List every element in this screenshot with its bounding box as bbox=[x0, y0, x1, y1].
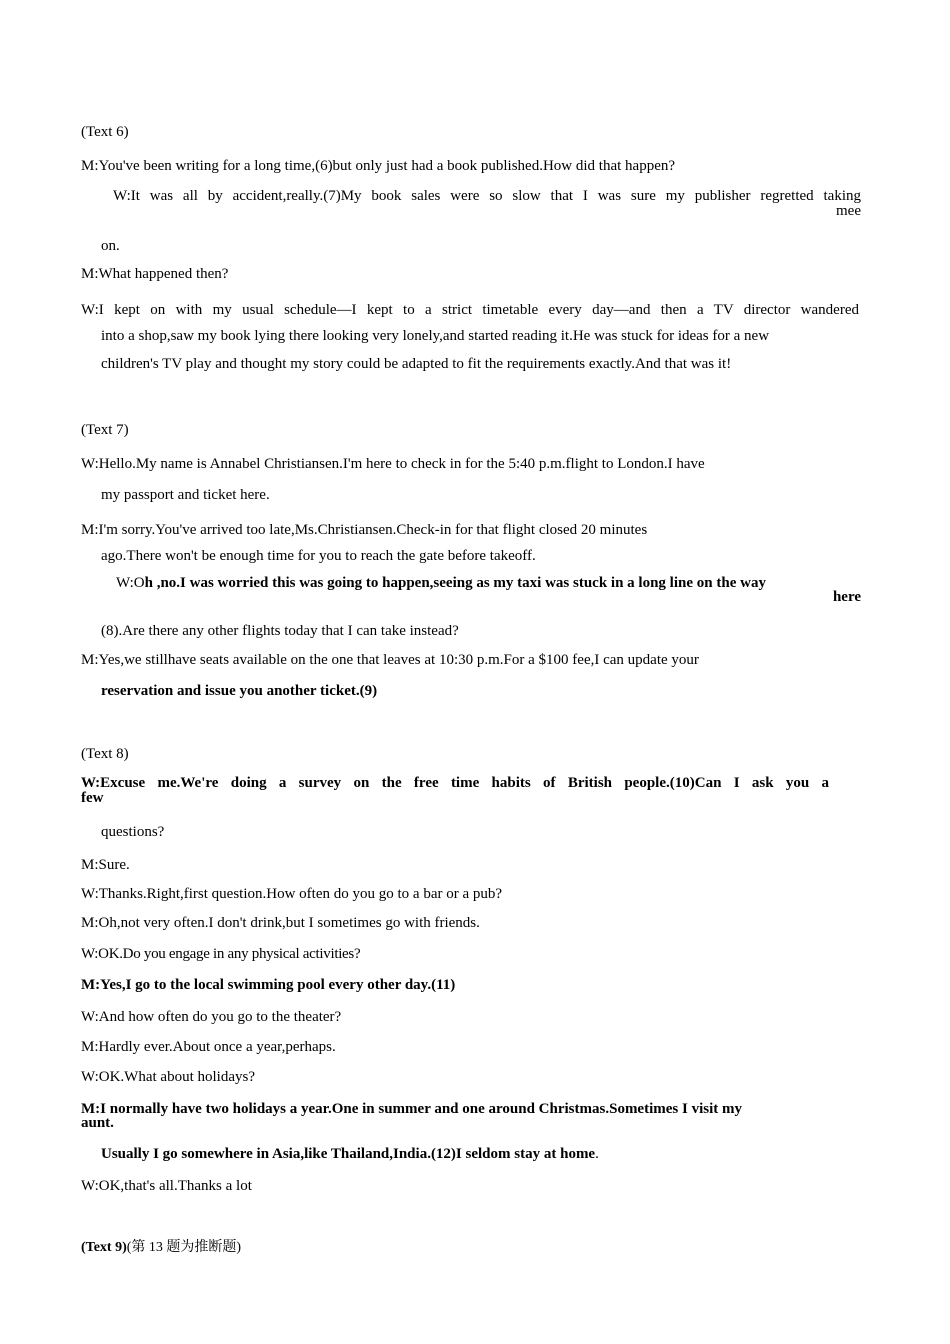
text7-line-8: reservation and issue you another ticket.(9) bbox=[101, 683, 378, 699]
text8-line-10: W:OK.What about holidays? bbox=[81, 1069, 255, 1085]
text7-line-4: ago.There won't be enough time for you to reach the gate before takeoff. bbox=[101, 548, 536, 564]
text7-line-5-bold: h ,no.I was worried this was going to happen,seeing as my taxi was stuck in a long line on the way bbox=[144, 575, 766, 591]
text8-heading: (Text 8) bbox=[81, 746, 129, 762]
text7-line-5 bbox=[116, 575, 861, 592]
text9-heading-line bbox=[81, 1239, 241, 1256]
text6-line-3: on. bbox=[101, 238, 120, 254]
text8-line-2: questions? bbox=[101, 824, 165, 840]
text8-line-6: W:OK.Do you engage in any physical activities? bbox=[81, 946, 361, 962]
text7-line-7: M:Yes,we stillhave seats available on the one that leaves at 10:30 p.m.For a $100 fee,I can update your bbox=[81, 652, 699, 668]
text7-line-1: W:Hello.My name is Annabel Christiansen.I'm here to check in for the 5:40 p.m.flight to London.I have bbox=[81, 456, 705, 472]
text8-line-7: M:Yes,I go to the local swimming pool every other day.(11) bbox=[81, 977, 456, 993]
text8-line-12 bbox=[101, 1146, 599, 1163]
text7-line-2: my passport and ticket here. bbox=[101, 487, 270, 503]
text8-line-1-wrap: few bbox=[81, 790, 104, 806]
text6-line-2-wrap: mee bbox=[836, 203, 861, 219]
text7-line-5-wrap: here bbox=[832, 589, 861, 605]
text9-note: (第 13 题为推断题) bbox=[126, 1240, 242, 1255]
text8-line-5: M:Oh,not very often.I don't drink,but I sometimes go with friends. bbox=[81, 915, 480, 931]
text6-line-4: M:What happened then? bbox=[81, 266, 229, 282]
text8-line-12-bold: Usually I go somewhere in Asia,like Thailand,India.(12)I seldom stay at home bbox=[101, 1146, 596, 1162]
text7-line-6: (8).Are there any other flights today that I can take instead? bbox=[101, 623, 459, 639]
text8-line-3: M:Sure. bbox=[81, 857, 130, 873]
text9-heading: (Text 9) bbox=[81, 1240, 127, 1255]
text6-line-5: W:I kept on with my usual schedule—I kept to a strict timetable every day—and then a TV director wandered bbox=[81, 302, 859, 318]
text8-line-11: M:I normally have two holidays a year.One in summer and one around Christmas.Sometimes I visit my bbox=[81, 1101, 742, 1117]
text8-line-4: W:Thanks.Right,first question.How often do you go to a bar or a pub? bbox=[81, 886, 503, 902]
text8-line-1: W:Excuse me.We're doing a survey on the free time habits of British people.(10)Can I ask you a bbox=[81, 775, 829, 791]
text6-heading: (Text 6) bbox=[81, 124, 129, 140]
text7-line-5-start: W:O bbox=[116, 575, 145, 591]
text6-line-2: W:It was all by accident,really.(7)My book sales were so slow that I was sure my publisher regretted taking bbox=[113, 188, 861, 204]
text8-line-12-period: . bbox=[595, 1146, 599, 1162]
text6-line-7: children's TV play and thought my story could be adapted to fit the requirements exactly.And that was it! bbox=[101, 356, 732, 372]
text8-line-9: M:Hardly ever.About once a year,perhaps. bbox=[81, 1039, 336, 1055]
text8-line-8: W:And how often do you go to the theater? bbox=[81, 1009, 342, 1025]
text7-heading: (Text 7) bbox=[81, 422, 129, 438]
text7-line-3: M:I'm sorry.You've arrived too late,Ms.Christiansen.Check-in for that flight closed 20 minutes bbox=[81, 522, 648, 538]
text6-line-1: M:You've been writing for a long time,(6)but only just had a book published.How did that happen? bbox=[81, 158, 676, 174]
text8-line-13: W:OK,that's all.Thanks a lot bbox=[81, 1178, 252, 1194]
text8-line-11-wrap: aunt. bbox=[81, 1115, 114, 1131]
text6-line-6: into a shop,saw my book lying there looking very lonely,and started reading it.He was stuck for ideas for a new bbox=[101, 328, 770, 344]
